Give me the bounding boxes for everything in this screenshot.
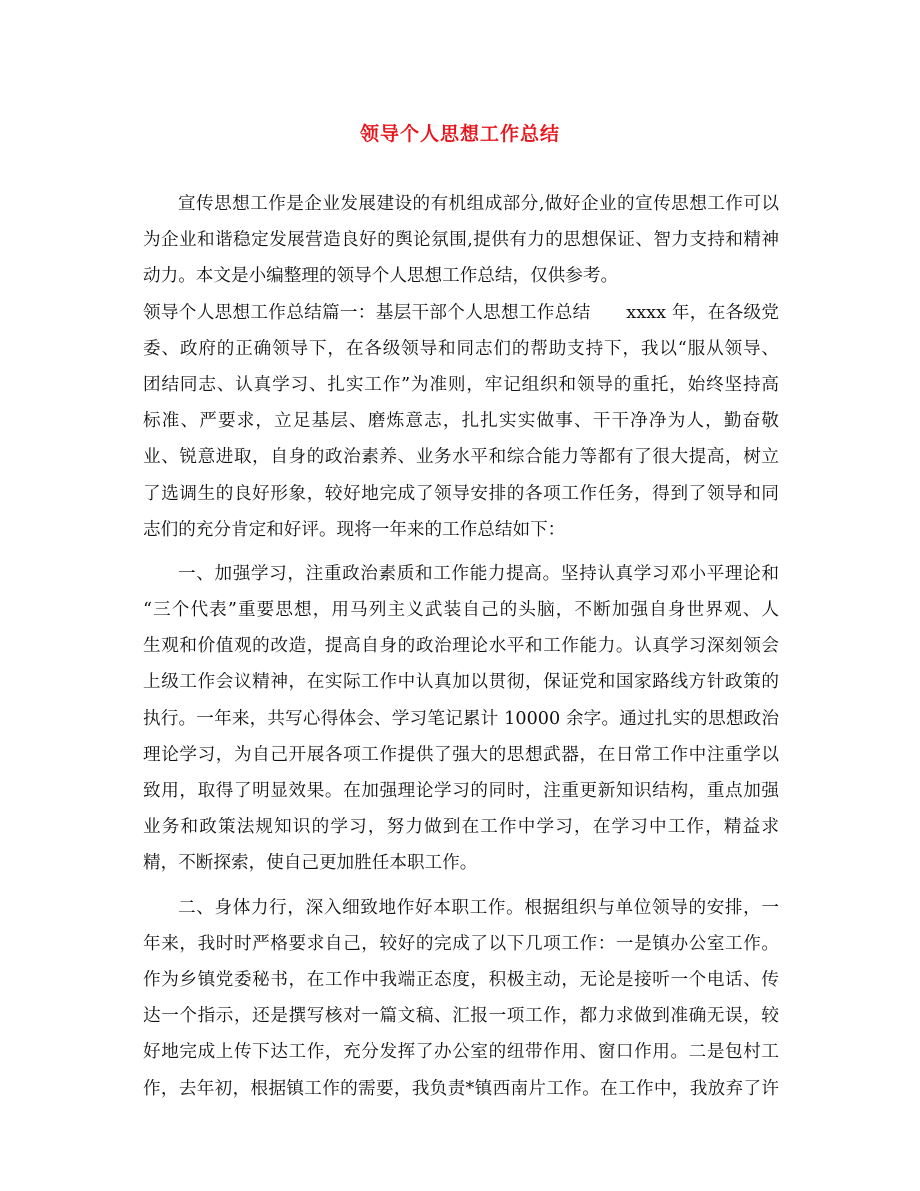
text-line: 志们的充分肯定和好评。现将一年来的工作总结如下： xyxy=(143,519,566,540)
text-line: 上级工作会议精神，在实际工作中认真加以贯彻，保证党和国家路线方针政策的 xyxy=(143,672,779,693)
text-line: 理论学习，为自己开展各项工作提供了强大的思想武器，在日常工作中注重学以 xyxy=(143,744,779,765)
text-line: 一、加强学习，注重政治素质和工作能力提高。坚持认真学习邓小平理论和 xyxy=(178,563,779,584)
text-line: 作为乡镇党委秘书，在工作中我端正态度，积极主动，无论是接听一个电话、传 xyxy=(143,969,779,990)
paragraph-gap xyxy=(143,882,779,890)
text-line: 领导个人思想工作总结篇一：基层干部个人思想工作总结 xxxx 年，在各级党 xyxy=(143,302,779,323)
text-line: 业、锐意进取，自身的政治素养、业务水平和综合能力等都有了很大提高，树立 xyxy=(143,447,779,468)
text-line: 生观和价值观的改造，提高自身的政治理论水平和工作能力。认真学习深刻领会 xyxy=(143,636,779,657)
text-line: 年来，我时时严格要求自己，较好的完成了以下几项工作：一是镇办公室工作。 xyxy=(143,933,779,954)
text-line: 作，去年初，根据镇工作的需要，我负责*镇西南片工作。在工作中，我放弃了许 xyxy=(143,1078,779,1099)
text-line: 致用，取得了明显效果。在加强理论学习的同时，注重更新知识结构，重点加强 xyxy=(143,781,779,801)
document-body xyxy=(143,186,779,1107)
text-line: “三个代表”重要思想，用马列主义武装自己的头脑，不断加强自身世界观、人 xyxy=(143,600,779,621)
text-line: 了选调生的良好形象，较好地完成了领导安排的各项工作任务，得到了领导和同 xyxy=(143,483,779,504)
text-line: 业务和政策法规知识的学习，努力做到在工作中学习，在学习中工作，精益求 xyxy=(143,817,779,838)
text-line: 达一个指示，还是撰写核对一篇文稿、汇报一项工作，都力求做到准确无误，较 xyxy=(143,1006,779,1027)
text-line: 为企业和谐稳定发展营造良好的舆论氛围,提供有力的思想保证、智力支持和精神 xyxy=(143,230,779,251)
document-title: 领导个人思想工作总结 xyxy=(359,123,560,145)
text-line: 精，不断探索，使自己更加胜任本职工作。 xyxy=(143,853,478,874)
text-line: 执行。一年来，共写心得体会、学习笔记累计 10000 余字。通过扎实的思想政治 xyxy=(143,708,779,729)
text-line: 宣传思想工作是企业发展建设的有机组成部分,做好企业的宣传思想工作可以 xyxy=(178,194,779,214)
text-line: 好地完成上传下达工作，充分发挥了办公室的纽带作用、窗口作用。二是包村工 xyxy=(143,1042,779,1063)
paragraph-gap xyxy=(143,548,779,556)
text-line: 动力。本文是小编整理的领导个人思想工作总结，仅供参考。 xyxy=(143,266,619,287)
text-line: 标准、严要求，立足基层、磨炼意志，扎扎实实做事、干干净净为人，勤奋敬 xyxy=(143,411,779,432)
text-line: 团结同志、认真学习、扎实工作”为准则，牢记组织和领导的重托，始终坚持高 xyxy=(143,374,779,395)
text-line: 二、身体力行，深入细致地作好本职工作。根据组织与单位领导的安排，一 xyxy=(178,897,779,918)
text-line: 委、政府的正确领导下，在各级领导和同志们的帮助支持下，我以“服从领导、 xyxy=(143,338,779,359)
